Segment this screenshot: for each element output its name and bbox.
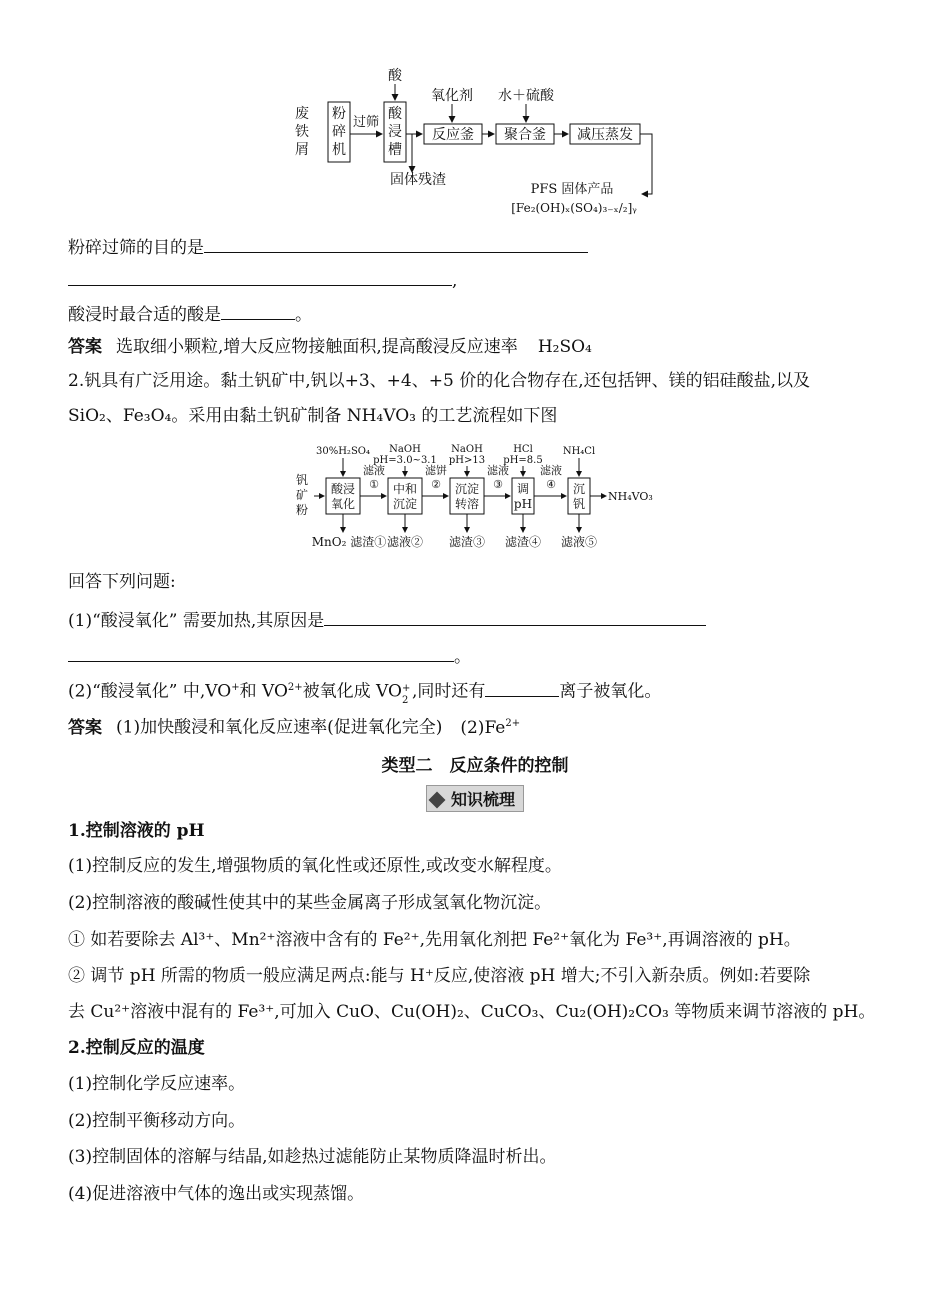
ph-line3: ① 如若要除去 Al³⁺、Mn²⁺溶液中含有的 Fe²⁺,先用氧化剂把 Fe²⁺氧化为 Fe³⁺,再调溶液的 pH。	[68, 930, 801, 950]
charge: 2+	[505, 718, 521, 729]
temp-heading: 2.控制反应的温度	[68, 1038, 205, 1058]
reactor-label: 反应釜	[432, 127, 474, 143]
filter-label: 过筛	[352, 115, 380, 130]
answer-label: 答案	[68, 717, 102, 738]
answer-blank[interactable]	[221, 303, 295, 320]
q2-part2-text: (2)“酸浸氧化” 中,VO	[68, 681, 232, 702]
q1-line1	[68, 236, 588, 258]
q2-part2-text: ,同时还有	[411, 681, 486, 702]
product-label: PFS 固体产品	[530, 182, 614, 197]
q2-intro-line2: SiO₂、Fe₃O₄。采用由黏土钒矿制备 NH₄VO₃ 的工艺流程如下图	[68, 406, 558, 426]
stream-label: 滤液 ④	[540, 464, 562, 491]
evaporator-label: 减压蒸发	[577, 127, 633, 143]
q2-answer	[68, 714, 520, 738]
output-label: MnO₂ 滤渣①	[311, 535, 387, 549]
leach-tank-label: 酸浸槽	[388, 106, 402, 158]
residue-label: 固体残渣	[390, 172, 446, 188]
q2-part1-cont	[68, 645, 471, 667]
answer-blank[interactable]	[68, 645, 454, 662]
q2-intro-line1: 2.钒具有广泛用途。黏土钒矿中,钒以+3、+4、+5 价的化合物存在,还包括钾、镁的铝硅酸盐,以及	[68, 371, 811, 391]
section-title: 类型二 反应条件的控制	[381, 756, 569, 776]
temp-line2: (2)控制平衡移动方向。	[68, 1111, 246, 1131]
answer-blank[interactable]	[485, 680, 559, 697]
q2-part2	[68, 678, 662, 706]
q1-line3	[68, 303, 312, 325]
temp-line1: (1)控制化学反应速率。	[68, 1074, 246, 1094]
diamond-icon	[428, 792, 445, 809]
period: 。	[454, 647, 471, 667]
answer-1: (1)加快酸浸和氧化反应速率(促进氧化完全)	[116, 717, 443, 738]
ph-heading: 1.控制溶液的 pH	[68, 821, 205, 841]
banner-label: 知识梳理	[450, 790, 515, 809]
temp-line4: (4)促进溶液中气体的逸出或实现蒸馏。	[68, 1184, 365, 1204]
process-label: 酸浸氧化	[330, 482, 356, 511]
section-banner	[426, 785, 524, 812]
ph-line2: (2)控制溶液的酸碱性使其中的某些金属离子形成氢氧化物沉淀。	[68, 893, 552, 913]
charge: +	[231, 682, 240, 693]
process-label: 沉淀转溶	[454, 482, 480, 511]
reagent-label: 30%H₂SO₄	[315, 446, 371, 457]
q1-acid-prompt: 酸浸时最合适的酸是	[68, 305, 221, 325]
product-label: NH₄VO₃	[608, 490, 653, 503]
ph-line5: 去 Cu²⁺溶液中混有的 Fe³⁺,可加入 CuO、Cu(OH)₂、CuCO₃、Cu₂(OH)₂CO₃ 等物质来调节溶液的 pH。	[68, 1002, 876, 1022]
pfs-flowchart	[290, 62, 670, 222]
reagent-label: NH₄Cl	[562, 446, 596, 457]
temp-line3: (3)控制固体的溶解与结晶,如趁热过滤能防止某物质降温时析出。	[68, 1147, 557, 1167]
ph-line4: ② 调节 pH 所需的物质一般应满足两点:能与 H⁺反应,使溶液 pH 增大;不引入新杂质。例如:若要除	[68, 966, 811, 986]
period: 。	[295, 305, 312, 325]
answer-blank[interactable]	[68, 269, 452, 286]
ph-line1: (1)控制反应的发生,增强物质的氧化性或还原性,或改变水解程度。	[68, 856, 562, 876]
q2-part1	[68, 609, 706, 631]
section-banner-row	[0, 785, 950, 812]
oxidant-label: 氧化剂	[431, 88, 473, 104]
q1-line2	[68, 269, 457, 291]
charge: +	[401, 682, 411, 694]
answer-text: 选取细小颗粒,增大反应物接触面积,提高酸浸反应速率	[116, 337, 518, 357]
reagent-label: NaOH pH=3.0~3.1	[373, 444, 437, 466]
process-label: 沉钒	[572, 482, 586, 511]
output-label: 滤液②	[386, 535, 424, 549]
q2-ask: 回答下列问题:	[68, 572, 176, 592]
process-label: 调 pH	[513, 482, 533, 511]
vanadium-flowchart	[290, 440, 670, 558]
output-label: 滤液⑤	[560, 535, 598, 549]
answer-acid: H₂SO₄	[537, 337, 592, 357]
answer-label: 答案	[68, 337, 102, 357]
acid-input-label: 酸	[388, 68, 402, 84]
comma: ,	[452, 271, 458, 291]
crusher-label: 粉碎机	[332, 106, 346, 158]
polymer-label: 聚合釜	[504, 127, 546, 143]
subscript: 2	[401, 694, 409, 706]
water-acid-label: 水＋硫酸	[498, 88, 554, 104]
q2-part2-text: 被氧化成 VO	[302, 681, 402, 702]
stream-label: 滤液 ③	[487, 464, 509, 491]
output-label: 滤渣④	[504, 535, 542, 549]
q2-part2-text: 离子被氧化。	[559, 681, 662, 702]
raw-iron-label: 废铁屑	[295, 106, 309, 158]
reagent-label: HCl pH=8.5	[503, 444, 543, 466]
answer-blank[interactable]	[324, 609, 706, 626]
charge: 2+	[287, 682, 303, 693]
q1-answer	[68, 337, 592, 357]
q2-part2-text: 和 VO	[239, 681, 288, 702]
stream-label: 滤饼 ②	[425, 464, 447, 491]
reagent-label: NaOH pH>13	[448, 444, 486, 466]
stream-label: 滤液 ①	[363, 464, 385, 491]
process-label: 中和沉淀	[392, 482, 418, 511]
output-label: 滤渣③	[448, 535, 486, 549]
q2-part1-prompt: (1)“酸浸氧化” 需要加热,其原因是	[68, 611, 325, 631]
answer-blank[interactable]	[204, 236, 588, 253]
answer-2: (2)Fe	[460, 717, 506, 738]
q1-prompt: 粉碎过筛的目的是	[68, 238, 204, 258]
product-formula: [Fe₂(OH)ₓ(SO₄)₃₋ₓ/₂]ᵧ	[511, 201, 637, 215]
raw-ore-label: 钒矿粉	[295, 473, 309, 517]
